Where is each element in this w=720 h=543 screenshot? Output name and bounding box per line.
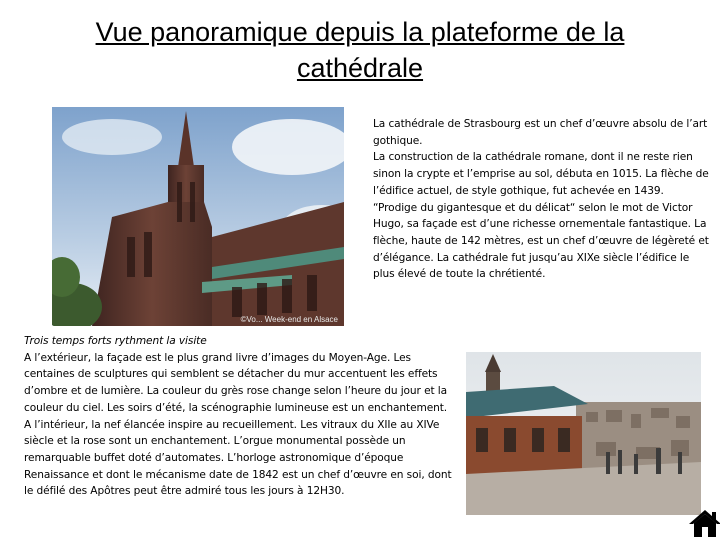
cathedral-photo <box>52 107 344 326</box>
photo-credit: ©Vo... Week-end en Alsace <box>240 315 338 324</box>
visit-heading: Trois temps forts rythment la visite <box>24 335 207 347</box>
intro-paragraph: La cathédrale de Strasbourg est un chef d’œuvre absolu de l’art gothique. <box>373 118 708 147</box>
panorama-photo <box>466 352 701 515</box>
intro-text <box>373 116 713 283</box>
visit-paragraph: A l’extérieur, la façade est le plus grand livre d’images du Moyen-Age. Les centaines de sculptures qui semblent se détacher du mur accentuent les effets d’ombre et de lumière. La couleur du grès rose change selon l’heure du jour et la couleur du ciel. Les soirs d’été, la scénographie lumineuse est un enchantement. <box>24 351 448 414</box>
visit-paragraph: A l’intérieur, la nef élancée inspire au recueillement. Les vitraux du XIIe au XIVe siècle et la rose sont un enchantement. L’orgue monumental possède un remarquable buffet doté d’automates. L’horloge astronomique d’époque Renaissance et dont le mécanisme date de 1842 est un chef d’œuvre en soi, dont le défilé des Apôtres peut être admiré tous les jours à 12H30. <box>24 418 452 498</box>
intro-paragraph: “Prodige du gigantesque et du délicat“ selon le mot de Victor Hugo, sa façade est d’une richesse ornementale fantastique. La flèche, haute de 142 mètres, est un chef d’œuvre de légèreté et d’élégance. La cathédrale fut jusqu’au XIXe siècle l’édifice le plus élevé de toute la chrétienté. <box>373 201 709 281</box>
visit-text <box>24 333 456 500</box>
slide-title: Vue panoramique depuis la plateforme de la cathédrale <box>95 17 625 83</box>
intro-paragraph: La construction de la cathédrale romane, dont il ne reste rien sinon la crypte et l’emprise au sol, débuta en 1015. La flèche de l’édifice actuel, de style gothique, fut achevée en 1439. <box>373 151 709 197</box>
home-icon[interactable] <box>688 508 720 538</box>
